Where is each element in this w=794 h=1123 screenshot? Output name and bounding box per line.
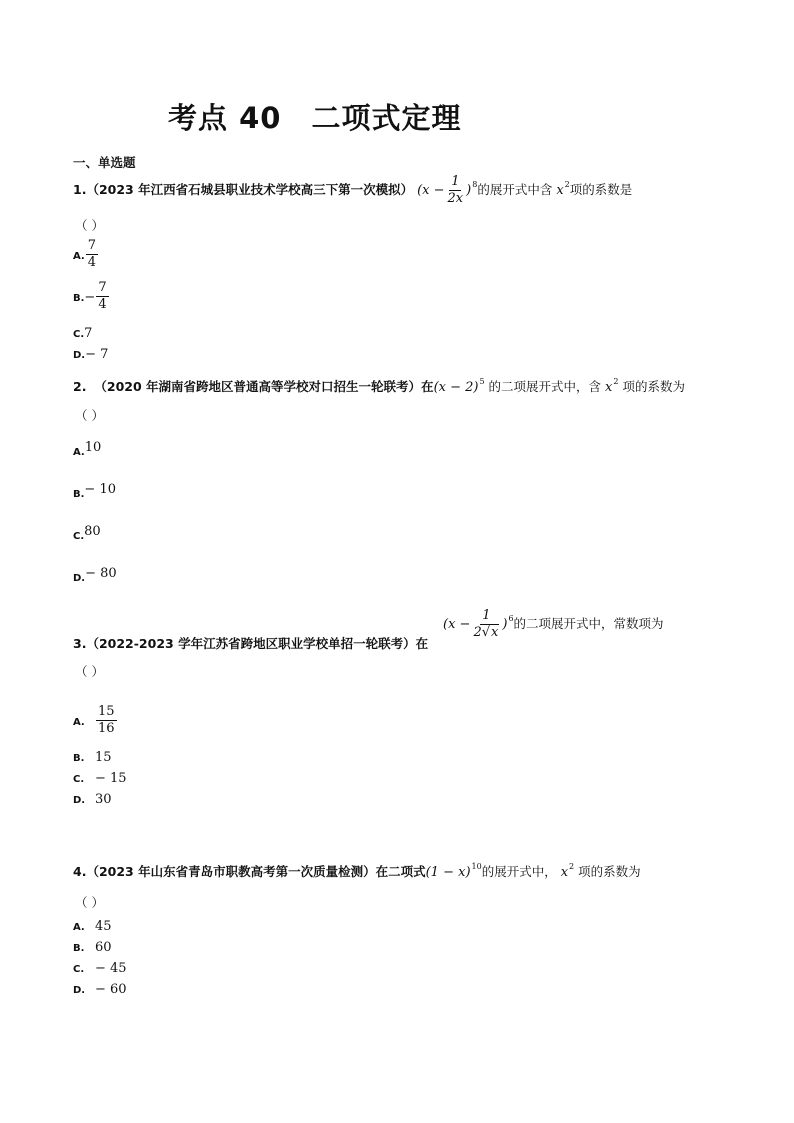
question-source: （2020 年湖南省跨地区普通高等学校对口招生一轮联考）在 xyxy=(94,379,434,394)
option-b[interactable]: B.$^{- 10}$ xyxy=(73,482,116,500)
fraction: $\frac{1}{2x}$ xyxy=(447,174,464,206)
answer-blank: （ ） xyxy=(75,664,104,679)
answer-blank: （ ） xyxy=(75,218,104,233)
option-b[interactable]: B. 15 xyxy=(73,750,112,765)
section-heading: 一、单选题 xyxy=(73,155,136,170)
title-main: 二项式定理 xyxy=(311,101,462,135)
variable: $x^2$ xyxy=(556,180,570,198)
question-4-stem: 4.（2023 年山东省青岛市职教高考第一次质量检测）在二项式$(1 - x)^{10}$的展开式中， $x^2$ 项的系数为 xyxy=(73,862,641,880)
fraction: $\frac{7}{4}$ xyxy=(87,238,97,270)
variable: $x^2$ xyxy=(605,377,619,395)
option-d[interactable]: D. − 60 xyxy=(73,982,127,997)
question-number: 1. xyxy=(73,182,87,197)
fraction: $\frac{15}{16}$ xyxy=(98,704,115,736)
option-c[interactable]: C.7 xyxy=(73,326,93,341)
variable: $x^2$ xyxy=(560,862,575,880)
option-a[interactable]: A. $\frac{7}{4}$ xyxy=(73,238,97,270)
option-d[interactable]: D.$^{- 80}$ xyxy=(73,566,117,584)
option-c[interactable]: C.$^{80}$ xyxy=(73,524,101,542)
option-a[interactable]: A.$^{10}$ xyxy=(73,440,102,458)
page-title xyxy=(168,96,461,137)
question-1-stem: 1.（2023 年江西省石城县职业技术学校高三下第一次模拟） (x − $\frac{1}{2x}$ )$^8$的展开式中含 $x^2$项的系数是 xyxy=(73,174,633,206)
fraction: $\frac{7}{4}$ xyxy=(98,280,107,312)
question-number: 3. xyxy=(73,636,87,651)
expression: $(x - 2)^5$ xyxy=(433,377,485,395)
title-prefix: 考点 40 xyxy=(168,101,282,135)
option-d[interactable]: D.− 7 xyxy=(73,347,109,362)
question-source: （2023 年山东省青岛市职教高考第一次质量检测）在二项式 xyxy=(86,864,426,879)
option-b[interactable]: B. 60 xyxy=(73,940,112,955)
question-source: （2023 年江西省石城县职业技术学校高三下第一次模拟） xyxy=(86,182,414,197)
option-d[interactable]: D. 30 xyxy=(73,792,112,807)
question-3-expression: (x − $\frac{1}{2√x}$ )$^6$的二项展开式中，常数项为 xyxy=(443,608,664,640)
answer-blank: （ ） xyxy=(75,408,104,423)
expression: (x − $\frac{1}{2x}$ )$^8$ xyxy=(417,174,478,206)
option-c[interactable]: C. − 15 xyxy=(73,771,127,786)
expression: $(1 - x)^{10}$ xyxy=(425,862,482,880)
question-3-stem-source xyxy=(73,634,428,652)
expression: (x − $\frac{1}{2√x}$ )$^6$ xyxy=(443,608,514,640)
option-c[interactable]: C. − 45 xyxy=(73,961,127,976)
question-number: 2. xyxy=(73,379,87,394)
option-b[interactable]: B.− $\frac{7}{4}$ xyxy=(73,280,107,312)
answer-blank: （ ） xyxy=(75,895,104,910)
fraction: $\frac{1}{2√x}$ xyxy=(473,608,499,640)
question-2-stem: 2. （2020 年湖南省跨地区普通高等学校对口招生一轮联考）在$(x - 2)^5$ 的二项展开式中，含 $x^2$ 项的系数为 xyxy=(73,377,685,395)
question-number: 4. xyxy=(73,864,87,879)
option-a[interactable]: A. $\frac{15}{16}$ xyxy=(73,704,115,736)
option-a[interactable]: A. 45 xyxy=(73,919,112,934)
question-source: （2022-2023 学年江苏省跨地区职业学校单招一轮联考）在 xyxy=(86,636,429,651)
